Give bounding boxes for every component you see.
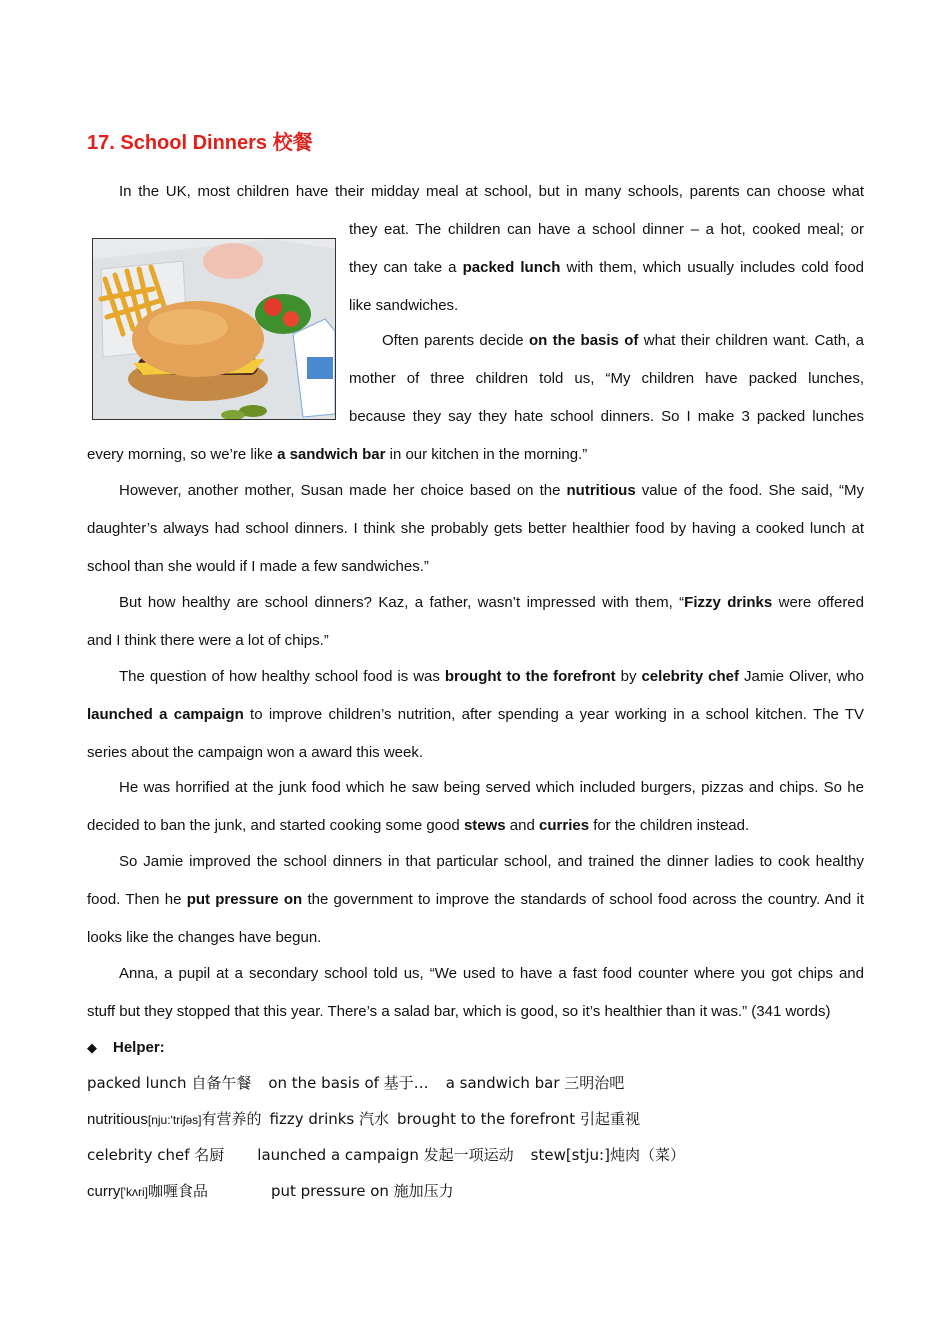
paragraph-line: they can take a packed lunch with them, which usually includes cold food — [349, 259, 865, 276]
paragraph-line: stuff but they stopped that this year. There’s a salad bar, which is good, so it’s healthier than it was.” (341 words) — [87, 1003, 831, 1020]
vocab-item: stew[stju:]炖肉（菜） — [530, 1146, 685, 1164]
key-term: nutritious — [566, 482, 636, 499]
paragraph-line: and I think there were a lot of chips.” — [87, 632, 329, 649]
paragraph-line: looks like the changes have begun. — [87, 929, 322, 946]
paragraph-line: because they say they hate school dinners. So I make 3 packed lunches — [349, 408, 864, 425]
paragraph-line: launched a campaign to improve children’s nutrition, after spending a year working in a school kitchen. The TV — [87, 706, 864, 723]
key-term: celebrity chef — [641, 668, 739, 685]
vocab-item: on the basis of 基于… — [268, 1074, 429, 1092]
lunch-tray-photo — [92, 238, 336, 420]
paragraph-line: The question of how healthy school food is was brought to the forefront by celebrity chef Jamie Oliver, who — [119, 668, 864, 685]
helper-row — [87, 1145, 685, 1166]
paragraph-line: However, another mother, Susan made her choice based on the nutritious value of the food. She said, “My — [119, 482, 864, 499]
helper-row: curry['kʌri]咖喱食品 put pressure on 施加压力 — [87, 1182, 454, 1200]
paragraph-line: school than she would if I made a few sandwiches.” — [87, 558, 429, 575]
paragraph-line: mother of three children told us, “My children have packed lunches, — [349, 370, 864, 387]
paragraph-line: But how healthy are school dinners? Kaz, a father, wasn’t impressed with them, “Fizzy drinks were offered — [119, 594, 864, 611]
paragraph-line: food. Then he put pressure on the government to improve the standards of school food across the country. And it — [87, 891, 864, 908]
vocab-item: launched a campaign 发起一项运动 — [257, 1146, 514, 1164]
phonetic: ['kʌri] — [120, 1185, 148, 1199]
paragraph-line: Often parents decide on the basis of what their children want. Cath, a — [382, 332, 864, 349]
key-term: on the basis of — [529, 332, 639, 349]
vocab-item: nutritious — [87, 1111, 148, 1128]
key-term: curries — [539, 817, 590, 834]
key-term: launched a campaign — [87, 706, 244, 723]
paragraph-line: they eat. The children can have a school dinner – a hot, cooked meal; or — [349, 221, 864, 238]
key-term: brought to the forefront — [444, 668, 616, 685]
vocab-item: put pressure on 施加压力 — [270, 1182, 454, 1200]
helper-row — [87, 1073, 624, 1094]
paragraph-line: In the UK, most children have their midday meal at school, but in many schools, parents can choose what — [119, 183, 864, 200]
key-term: a sandwich bar — [277, 446, 386, 463]
helper-row: nutritious[nju:'triʃəs]有营养的 fizzy drinks 汽水 brought to the forefront 引起重视 — [87, 1110, 640, 1128]
paragraph-line: Anna, a pupil at a secondary school told us, “We used to have a fast food counter where you got chips and — [119, 965, 864, 982]
paragraph-line: series about the campaign won a award this week. — [87, 744, 424, 761]
paragraph-line: daughter’s always had school dinners. I think she probably gets better healthier food by having a cooked lunch at — [87, 520, 864, 537]
vocab-item: brought to the forefront 引起重视 — [397, 1110, 640, 1128]
vocab-item: curry — [87, 1183, 121, 1200]
helper-heading: ◆ Helper: — [87, 1039, 165, 1056]
vocab-item: fizzy drinks 汽水 — [269, 1110, 390, 1128]
key-term: put pressure on — [186, 891, 303, 908]
key-term: packed lunch — [462, 259, 561, 276]
vocab-item: packed lunch 自备午餐 — [87, 1074, 252, 1092]
phonetic: [nju:'triʃəs] — [147, 1113, 202, 1127]
vocab-item: a sandwich bar 三明治吧 — [445, 1074, 625, 1092]
paragraph-line: decided to ban the junk, and started cooking some good stews and curries for the children instead. — [87, 817, 750, 834]
paragraph-line: So Jamie improved the school dinners in that particular school, and trained the dinner ladies to cook healthy — [119, 853, 864, 870]
diamond-bullet-icon: ◆ — [87, 1040, 97, 1055]
key-term: stews — [463, 817, 506, 834]
vocab-item: celebrity chef 名厨 — [87, 1146, 225, 1164]
paragraph-line: every morning, so we’re like a sandwich bar in our kitchen in the morning.” — [87, 446, 588, 463]
paragraph-line: He was horrified at the junk food which he saw being served which included burgers, pizzas and chips. So he — [119, 779, 864, 796]
paragraph-line: like sandwiches. — [349, 297, 459, 314]
key-term: Fizzy drinks — [684, 594, 773, 611]
page-title: 17. School Dinners 校餐 — [87, 132, 313, 154]
